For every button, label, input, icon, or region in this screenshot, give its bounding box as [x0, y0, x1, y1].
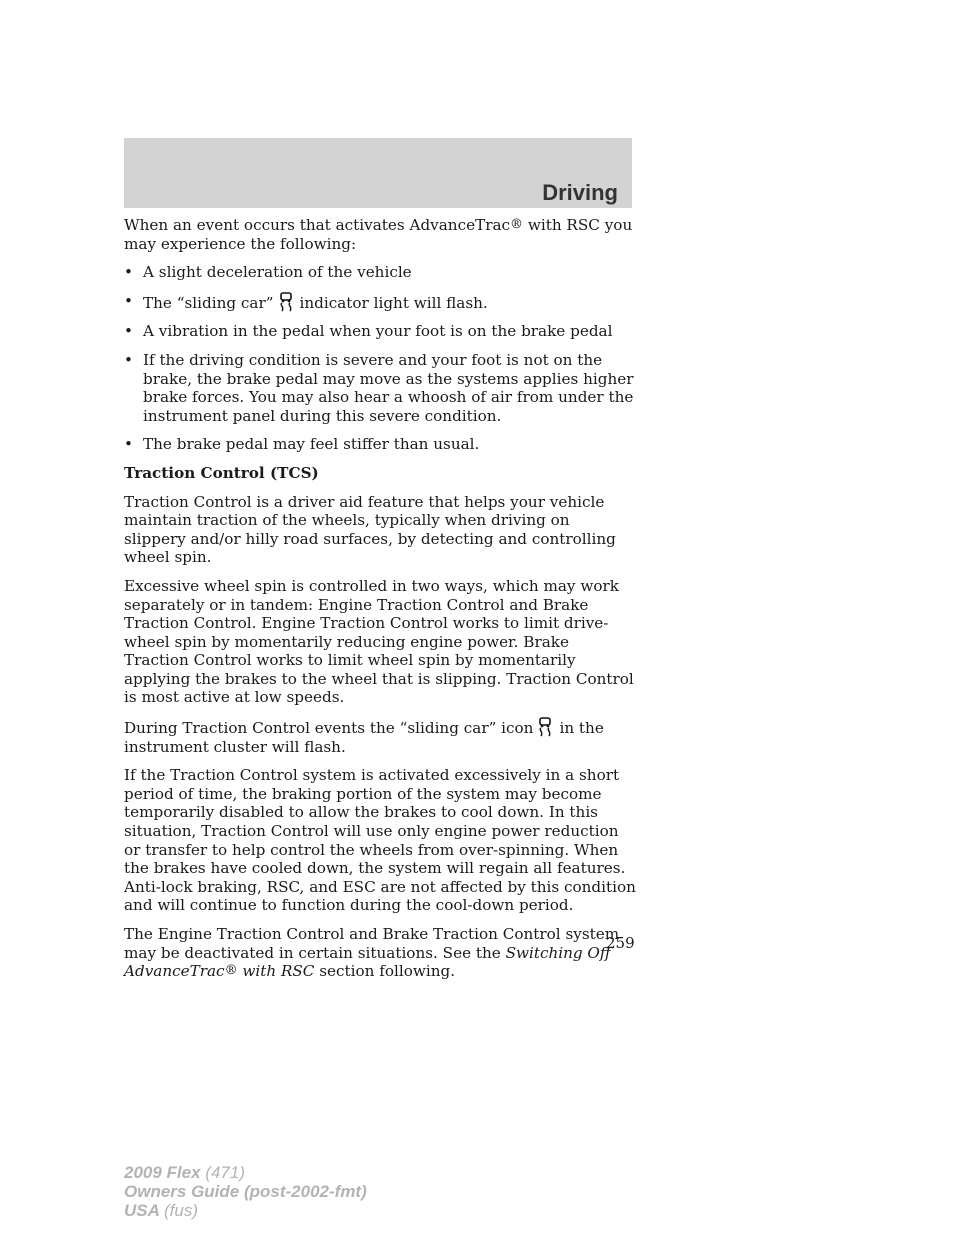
- list-item: [124, 351, 636, 425]
- list-item-text: The “sliding car”: [143, 293, 274, 312]
- intro-text-1: When an event occurs that activates AdvanceTrac: [124, 216, 511, 234]
- footer-line-1: [124, 1163, 367, 1182]
- registered-mark: ®: [224, 963, 238, 979]
- sliding-car-icon: [276, 292, 296, 312]
- tcs-paragraph-4: If the Traction Control system is activated excessively in a short period of time, the braking portion of the system may become temporarily disabled to allow the brakes to cool down. In this situation, Traction Control will use only engine power reduction or transfer to help control the wheels from over-spinning. When the brakes have cooled down, the system will regain all features. Anti-lock braking, RSC, and ESC are not affected by this condition and will continue to function during the cool-down period.: [124, 766, 636, 915]
- registered-mark: ®: [510, 217, 524, 232]
- cross-reference-text-2: with RSC: [242, 962, 315, 981]
- document-footer: [124, 1163, 367, 1220]
- tcs-heading: Traction Control (TCS): [124, 463, 319, 482]
- footer-market-code: (fus): [164, 1201, 198, 1220]
- list-item: [124, 292, 636, 313]
- list-item-text: indicator light will flash.: [299, 293, 488, 312]
- bullet: •: [124, 435, 133, 454]
- tcs-p3-text-1: During Traction Control events the “sliding car” icon: [124, 719, 534, 738]
- page-number: 259: [606, 934, 635, 952]
- intro-text-2: with RSC you may experience the following:: [124, 216, 633, 253]
- intro-paragraph: [124, 216, 636, 253]
- footer-market: USA: [124, 1201, 160, 1220]
- list-item: [124, 435, 636, 454]
- tcs-p5-text-2: section following.: [319, 962, 456, 981]
- list-item: [124, 322, 636, 341]
- footer-code: (471): [205, 1163, 245, 1182]
- page-content: [124, 216, 636, 991]
- footer-line-3: [124, 1201, 367, 1220]
- tcs-p5-text-1: The Engine Traction Control and Brake Traction Control system may be deactivated in certain situations. See the: [124, 925, 620, 962]
- list-item-text: A vibration in the pedal when your foot is on the brake pedal: [143, 322, 613, 341]
- effects-list: [124, 263, 636, 454]
- tcs-p3-text-2: in the instrument cluster will flash.: [124, 719, 604, 756]
- sliding-car-icon: [535, 717, 555, 737]
- tcs-paragraph-5: [124, 925, 636, 981]
- cross-reference-text: Switching Off AdvanceTrac: [124, 943, 611, 981]
- bullet: •: [124, 350, 133, 369]
- footer-line-2: Owners Guide (post-2002-fmt): [124, 1182, 367, 1201]
- list-item-text: If the driving condition is severe and your foot is not on the brake, the brake pedal may move as the systems applies higher brake forces. You may also hear a whoosh of air from under the instrument panel during this severe condition.: [143, 350, 634, 425]
- tcs-paragraph-1: Traction Control is a driver aid feature that helps your vehicle maintain traction of the wheels, typically when driving on slippery and/or hilly road surfaces, by detecting and controlling wheel spin.: [124, 492, 616, 567]
- tcs-paragraph-2: Excessive wheel spin is controlled in two ways, which may work separately or in tandem: Engine Traction Control and Brake Traction Control. Engine Traction Control works to limit drive-wheel spin by momentarily reducing engine power. Brake Traction Control works to limit wheel spin by momentarily applying the brakes to the wheel that is slipping. Traction Control is most active at low speeds.: [124, 576, 634, 707]
- bullet: •: [124, 263, 133, 282]
- section-header-band: [124, 138, 632, 208]
- footer-model: 2009 Flex: [124, 1163, 201, 1182]
- list-item-text: A slight deceleration of the vehicle: [143, 263, 412, 282]
- section-title: Driving: [542, 180, 618, 205]
- bullet: •: [124, 322, 133, 341]
- bullet: •: [124, 291, 133, 310]
- list-item: [124, 263, 636, 282]
- list-item-text: The brake pedal may feel stiffer than usual.: [143, 435, 480, 454]
- tcs-paragraph-3: [124, 717, 636, 756]
